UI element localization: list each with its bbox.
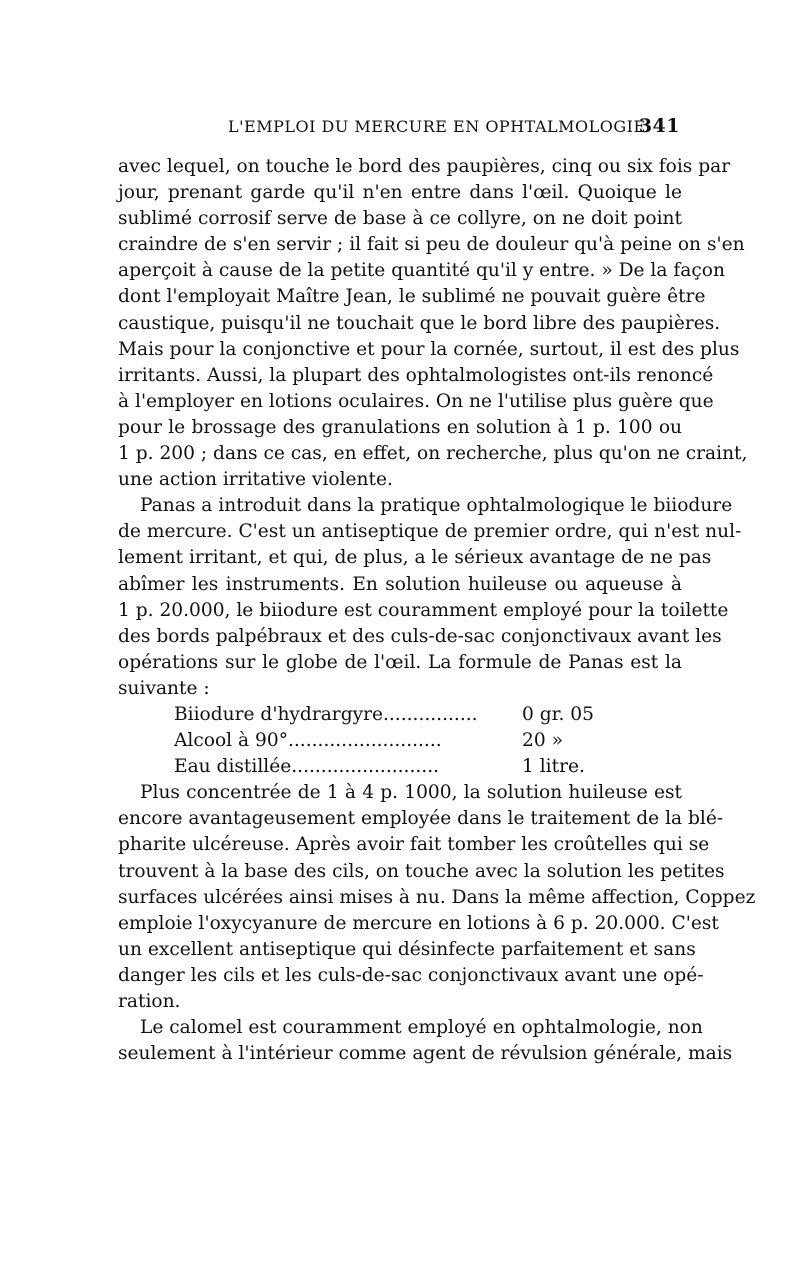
text-line: 1 p. 20.000, le biiodure est couramment employé pour la toilette — [118, 599, 729, 621]
text-line: pharite ulcéreuse. Après avoir fait tomber les croûtelles qui se — [118, 834, 710, 856]
paragraph-4 — [118, 1015, 733, 1067]
text-line: surfaces ulcérées ainsi mises à nu. Dans la même affection, Coppez — [118, 886, 756, 908]
text-line: danger les cils et les culs-de-sac conjonctivaux avant une opé- — [118, 964, 704, 986]
text-line: sublimé corrosif serve de base à ce collyre, on ne doit point — [118, 208, 682, 230]
formula-ingredient: Alcool à 90°.......................... — [174, 730, 442, 752]
formula-table — [118, 702, 682, 780]
formula-ingredient: Eau distillée......................... — [174, 756, 440, 778]
text-line: encore avantageusement employée dans le traitement de la blé- — [118, 808, 724, 830]
paragraph-1 — [118, 154, 748, 493]
text-line: lement irritant, et qui, de plus, a le sérieux avantage de ne pas — [118, 547, 712, 569]
paragraph-2 — [118, 493, 742, 702]
text-line: avec lequel, on touche le bord des paupières, cinq ou six fois par — [118, 156, 731, 177]
text-line: Mais pour la conjonctive et pour la cornée, surtout, il est des plus — [118, 338, 740, 360]
text-line: Plus concentrée de 1 à 4 p. 1000, la solution huileuse est — [140, 782, 682, 804]
text-line: dont l'employait Maître Jean, le sublimé ne pouvait guère être — [118, 286, 706, 308]
text-line: craindre de s'en servir ; il fait si peu de douleur qu'à peine on s'en — [118, 234, 745, 256]
formula-quantity: 1 litre. — [522, 756, 585, 778]
formula-row — [118, 754, 682, 780]
page-number: 341 — [638, 115, 680, 137]
text-line: Le calomel est couramment employé en ophtalmologie, non — [140, 1017, 703, 1039]
page-body — [118, 154, 756, 1067]
text-line: pour le brossage des granulations en solution à 1 p. 100 ou — [118, 416, 682, 438]
formula-quantity: 0 gr. 05 — [522, 703, 594, 725]
text-line: caustique, puisqu'il ne touchait que le bord libre des paupières. — [118, 312, 721, 334]
text-line: opérations sur le globe de l'œil. La formule de Panas est la — [118, 651, 682, 673]
text-line: emploie l'oxycyanure de mercure en lotions à 6 p. 20.000. C'est — [118, 912, 719, 934]
text-line: Panas a introduit dans la pratique ophtalmologique le biiodure — [140, 495, 733, 517]
running-header — [118, 117, 682, 141]
text-line: trouvent à la base des cils, on touche avec la solution les petites — [118, 860, 725, 882]
text-line: irritants. Aussi, la plupart des ophtalmologistes ont-ils renoncé — [118, 364, 714, 386]
text-line: ration. — [118, 991, 181, 1012]
running-title: L'EMPLOI DU MERCURE EN OPHTALMOLOGIE — [228, 117, 646, 136]
formula-row — [118, 728, 682, 754]
text-line: seulement à l'intérieur comme agent de révulsion générale, mais — [118, 1043, 733, 1065]
formula-quantity: 20 » — [522, 730, 563, 752]
text-line: 1 p. 200 ; dans ce cas, en effet, on recherche, plus qu'on ne craint, — [118, 443, 748, 465]
formula-ingredient: Biiodure d'hydrargyre................ — [174, 703, 478, 725]
text-line: abîmer les instruments. En solution huileuse ou aqueuse à — [118, 573, 682, 595]
text-line: suivante : — [118, 677, 210, 699]
text-line: des bords palpébraux et des culs-de-sac conjonctivaux avant les — [118, 625, 722, 647]
text-line: à l'employer en lotions oculaires. On ne l'utilise plus guère que — [118, 390, 714, 412]
text-line: une action irritative violente. — [118, 469, 393, 491]
text-line: de mercure. C'est un antiseptique de premier ordre, qui n'est nul- — [118, 521, 742, 543]
formula-row — [118, 702, 682, 728]
text-line: jour, prenant garde qu'il n'en entre dans l'œil. Quoique le — [118, 182, 682, 204]
text-line: un excellent antiseptique qui désinfecte parfaitement et sans — [118, 938, 696, 960]
paragraph-3 — [118, 780, 756, 1015]
text-line: aperçoit à cause de la petite quantité qu'il y entre. » De la façon — [118, 260, 725, 282]
